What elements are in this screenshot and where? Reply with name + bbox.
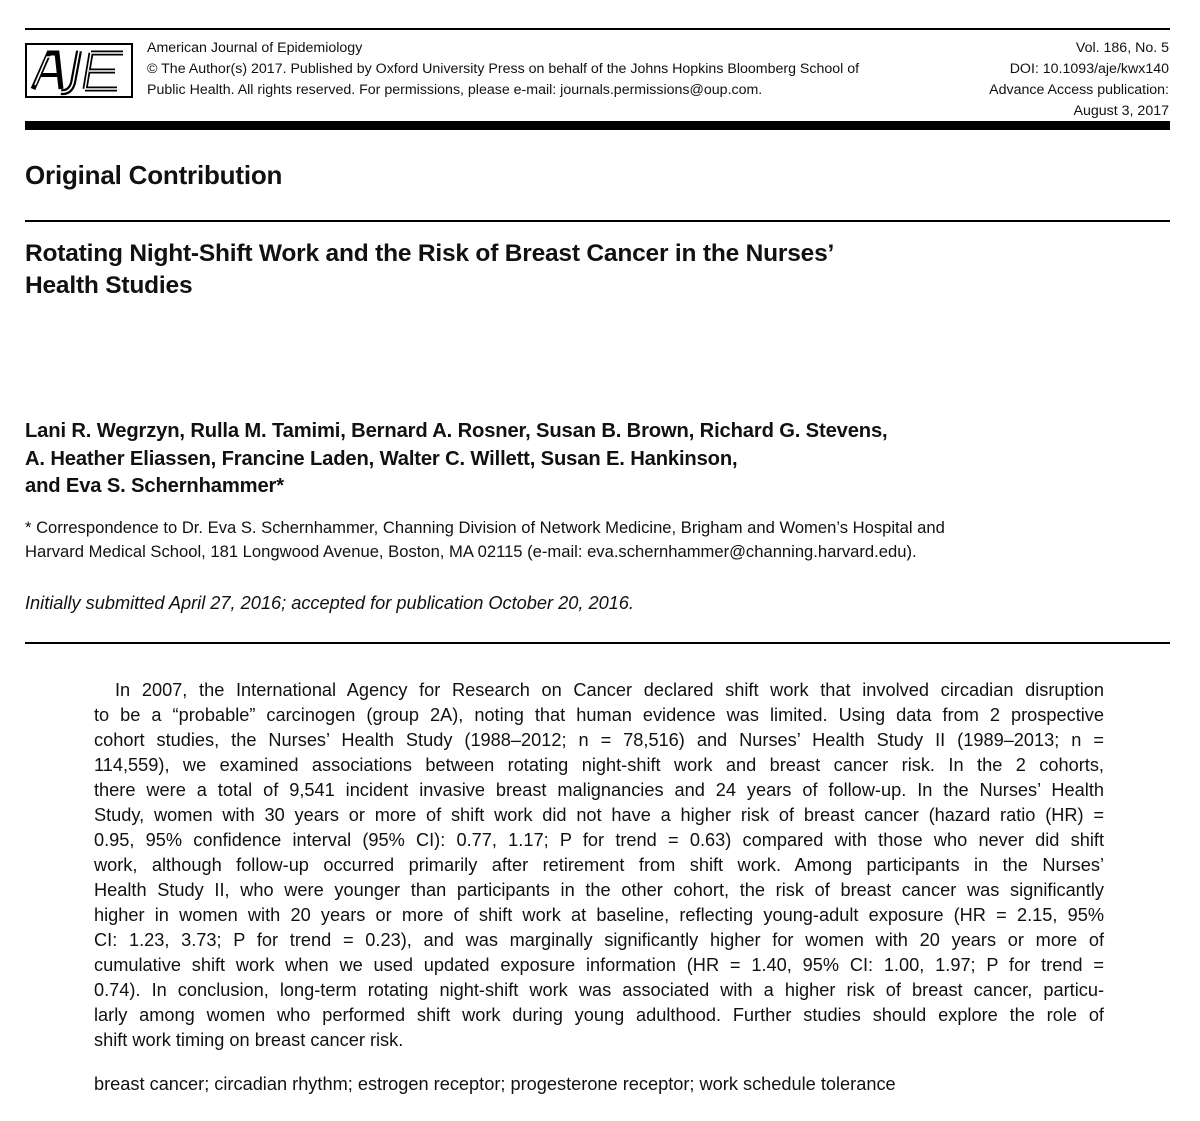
abstract-line: larly among women who performed shift work during young adulthood. Further studies should explore the role of (94, 1005, 1104, 1025)
abstract-divider (25, 642, 1170, 644)
publication-info (989, 38, 1169, 122)
abstract-line: CI: 1.23, 3.73; P for trend = 0.23), and was marginally significantly higher for women with 20 years or more of (94, 930, 1104, 950)
abstract-line: to be a “probable” carcinogen (group 2A), noting that human evidence was limited. Using data from 2 prospective (94, 705, 1104, 725)
keywords: breast cancer; circadian rhythm; estrogen receptor; progesterone receptor; work schedule tolerance (94, 1074, 896, 1094)
author-line: and Eva S. Schernhammer* (25, 475, 284, 497)
correspondence-note (25, 516, 1125, 563)
author-line: A. Heather Eliassen, Francine Laden, Walter C. Willett, Susan E. Hankinson, (25, 447, 738, 470)
copyright-line: © The Author(s) 2017. Published by Oxford University Press on behalf of the Johns Hopkins Bloomberg School of (147, 61, 860, 77)
aje-logo-mark (27, 45, 131, 96)
abstract-line: Study, women with 30 years or more of shift work did not have a higher risk of breast cancer (hazard ratio (HR) = (94, 805, 1104, 825)
abstract-line: 0.74). In conclusion, long-term rotating night-shift work was associated with a higher risk of breast cancer, particu- (94, 980, 1104, 1000)
abstract-line: work, although follow-up occurred primarily after retirement from shift work. Among participants in the Nurses’ (94, 855, 1104, 875)
abstract-line: cohort studies, the Nurses’ Health Study (1988–2012; n = 78,516) and Nurses’ Health Study II (1989–2013; n = (94, 730, 1104, 750)
abstract-line: there were a total of 9,541 incident invasive breast malignancies and 24 years of follow-up. In the Nurses’ Health (94, 780, 1104, 800)
abstract-line: In 2007, the International Agency for Research on Cancer declared shift work that involved circadian disruption (115, 680, 1104, 700)
title-line: Health Studies (25, 272, 193, 299)
abstract-line: shift work timing on breast cancer risk. (94, 1030, 404, 1050)
abstract-line: 114,559), we examined associations between rotating night-shift work and breast cancer risk. In the 2 cohorts, (94, 755, 1104, 775)
top-rule (25, 28, 1170, 30)
abstract (94, 678, 1104, 1053)
section-divider (25, 220, 1170, 222)
journal-info (147, 38, 907, 101)
correspondence-line: * Correspondence to Dr. Eva S. Schernhammer, Channing Division of Network Medicine, Brigham and Women’s Hospital and (25, 518, 945, 537)
abstract-line: higher in women with 20 years or more of shift work at baseline, reflecting young-adult exposure (HR = 2.15, 95% (94, 905, 1104, 925)
correspondence-line: Harvard Medical School, 181 Longwood Avenue, Boston, MA 02115 (e-mail: eva.schernhammer@channing.harvard.edu). (25, 541, 917, 561)
advance-access-label: Advance Access publication: (989, 82, 1169, 98)
aje-logo (25, 43, 133, 98)
abstract-line: 0.95, 95% confidence interval (95% CI): 0.77, 1.17; P for trend = 0.63) compared with those who never did shift (94, 830, 1104, 850)
permissions-line: Public Health. All rights reserved. For permissions, please e-mail: journals.permissions@oup.com. (147, 82, 763, 98)
volume-issue: Vol. 186, No. 5 (1075, 40, 1169, 56)
doi: DOI: 10.1093/aje/kwx140 (1009, 61, 1169, 77)
abstract-line: Health Study II, who were younger than participants in the other cohort, the risk of breast cancer was significantly (94, 880, 1104, 900)
journal-name: American Journal of Epidemiology (147, 40, 363, 56)
title-line: Rotating Night-Shift Work and the Risk of Breast Cancer in the Nurses’ (25, 240, 835, 267)
submission-dates: Initially submitted April 27, 2016; accepted for publication October 20, 2016. (25, 593, 634, 613)
header-thick-rule (25, 121, 1170, 130)
advance-access-date: August 3, 2017 (1073, 103, 1169, 119)
author-line: Lani R. Wegrzyn, Rulla M. Tamimi, Bernard A. Rosner, Susan B. Brown, Richard G. Stevens, (25, 420, 888, 442)
article-title (25, 238, 1005, 302)
abstract-line: cumulative shift work when we used updated exposure information (HR = 1.40, 95% CI: 1.00, 1.97; P for trend = (94, 955, 1104, 975)
author-list (25, 418, 1125, 501)
section-label: Original Contribution (25, 160, 283, 190)
